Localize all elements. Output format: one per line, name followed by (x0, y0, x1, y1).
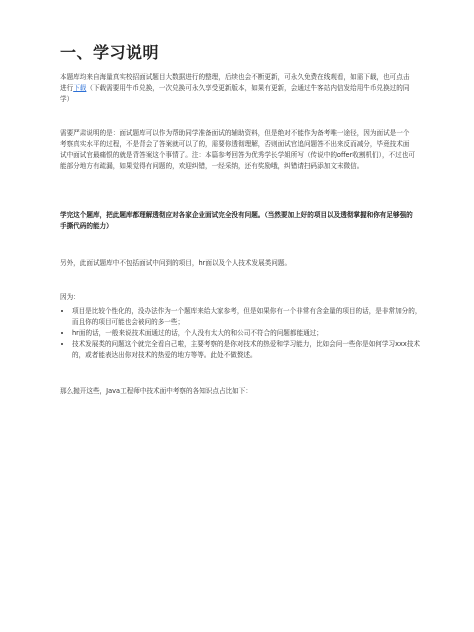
download-link[interactable]: 下载 (73, 84, 87, 92)
intro-paragraph (60, 72, 416, 105)
list-item: • 项目是比较个性化的，没办法作为一个题库来给大家参考，但是如果你有一个非常有含金量的项目的话，是非常加分的，而且你的项目可能也会被问的多一些； (72, 306, 428, 328)
intro-text: 本题库均来自海量真实校招面试题目大数据进行的整理，后续也会不断更新，可永久免费在线观看，如需下载，也可点击进行 (60, 73, 410, 92)
list-item: • hr面的话，一般来说技术面通过的话，个人没有太大的和公司不符合的问题都能通过； (72, 328, 428, 339)
page-title: 一、学习说明 (60, 43, 160, 62)
reason-label: 因为： (60, 293, 80, 301)
summary-paragraph: 那么抛开这些，Java工程师中技术面中考察的各知识点占比如下： (60, 387, 252, 395)
exclusion-paragraph: 另外，此面试题库中不包括面试中问到的项目，hr面以及个人技术发展类问题。 (60, 259, 292, 267)
goal-paragraph: 学完这个题库，把此题库都理解透彻应对各家企业面试完全没有问题。（当然要加上好的项目以及透彻掌握和你有足够强的手撕代码的能力） (60, 211, 413, 230)
intro-text-tail: （下载需要用牛币兑换，一次兑换可永久享受更新版本，如果有更新，会通过牛客站内信发给用牛币兑换过的同学） (60, 84, 410, 103)
reason-list (60, 306, 428, 361)
list-item: • 技术发展类的问题这个就完全看自己啦，主要考察的是你对技术的热爱和学习能力，比如会问一些你是如何学习xxx技术的，或者能表达出你对技术的热爱的地方等等。此处不做赘述。 (72, 339, 428, 361)
disclaimer-paragraph: 需要严肃说明的是：面试题库可以作为帮助同学准备面试的辅助资料，但是绝对不能作为备考唯一途径，因为面试是一个考察真实水平的过程，不是背会了答案就可以了的，需要你透彻理解，否则面试官追问题答不出来反而减分，毕竟技术面试中面试官最痛恨的就是背答案这个事情了。注：本篇参考回答为优秀学长学姐所写（传说中的offer收割机们），不过也可能部分地方有疏漏，如果觉得有问题的，欢迎纠错，一经采纳，还有奖励哦，纠错请扫码添加文末微信。 (60, 129, 415, 170)
